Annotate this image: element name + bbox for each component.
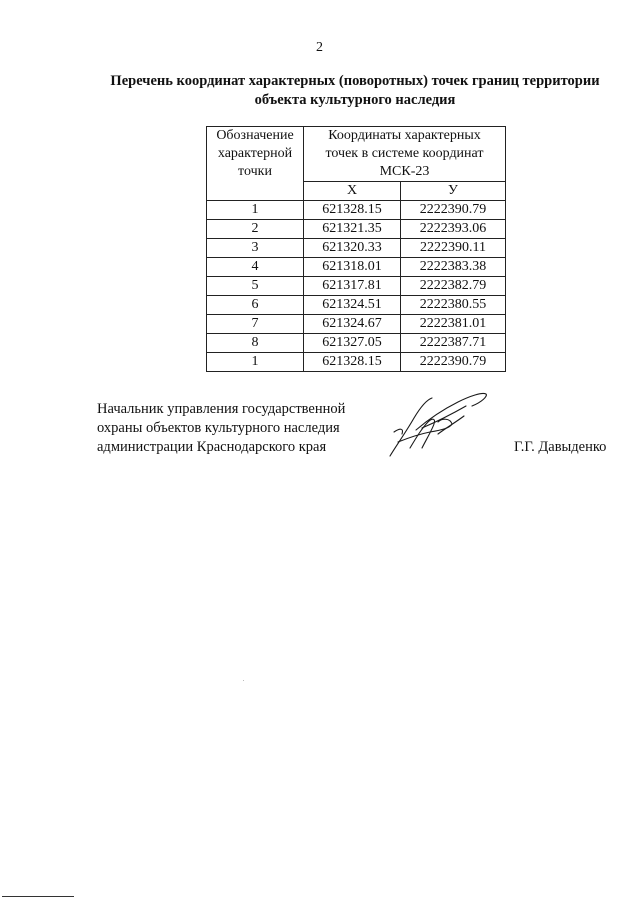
coord-y: 2222383.38 — [401, 258, 506, 277]
coord-x: 621317.81 — [304, 277, 401, 296]
coordinates-table — [206, 126, 506, 372]
point-number: 5 — [207, 277, 304, 296]
signature-stroke — [394, 429, 403, 434]
header-coords-line: Координаты характерных — [328, 128, 481, 143]
coord-y: 2222390.79 — [401, 353, 506, 372]
point-number: 2 — [207, 220, 304, 239]
document-title-line-2: объекта культурного наследия — [254, 92, 456, 108]
coord-y: 2222380.55 — [401, 296, 506, 315]
table-row — [207, 201, 506, 220]
document-title-line-1: Перечень координат характерных (поворотных) точек границ территории — [110, 73, 600, 89]
coord-x: 621328.15 — [304, 201, 401, 220]
signer-position — [97, 400, 345, 457]
header-point-line: Обозначение — [216, 128, 294, 143]
table-row — [207, 296, 506, 315]
header-point-designation — [207, 127, 304, 201]
page-number: 2 — [316, 40, 323, 55]
document-title — [90, 72, 620, 110]
table-row — [207, 315, 506, 334]
point-number: 1 — [207, 353, 304, 372]
footer-rule — [2, 896, 74, 897]
scan-speck — [243, 680, 244, 681]
signer-name: Г.Г. Давыденко — [514, 439, 607, 455]
coord-y: 2222393.06 — [401, 220, 506, 239]
coord-x: 621324.51 — [304, 296, 401, 315]
header-coordinates — [304, 127, 506, 182]
header-coords-line: точек в системе координат — [325, 146, 484, 161]
table-row — [207, 334, 506, 353]
header-point-line: точки — [238, 164, 272, 179]
coord-x: 621328.15 — [304, 353, 401, 372]
header-point-line: характерной — [217, 146, 293, 161]
coord-x: 621324.67 — [304, 315, 401, 334]
header-x: X — [304, 182, 401, 201]
table-header-row — [207, 127, 506, 182]
coord-x: 621320.33 — [304, 239, 401, 258]
signer-position-line: Начальник управления государственной — [97, 401, 346, 417]
signer-position-line: охраны объектов культурного наследия — [97, 420, 340, 436]
point-number: 7 — [207, 315, 304, 334]
point-number: 1 — [207, 201, 304, 220]
point-number: 3 — [207, 239, 304, 258]
point-number: 8 — [207, 334, 304, 353]
table-row — [207, 258, 506, 277]
header-y: У — [401, 182, 506, 201]
coord-y: 2222390.79 — [401, 201, 506, 220]
signer-position-line: администрации Краснодарского края — [97, 439, 327, 455]
point-number: 4 — [207, 258, 304, 277]
coord-y: 2222382.79 — [401, 277, 506, 296]
coord-x: 621327.05 — [304, 334, 401, 353]
table-row — [207, 239, 506, 258]
coord-x: 621321.35 — [304, 220, 401, 239]
handwritten-signature — [386, 388, 490, 458]
coord-y: 2222381.01 — [401, 315, 506, 334]
table-row — [207, 277, 506, 296]
coord-y: 2222390.11 — [401, 239, 506, 258]
coord-y: 2222387.71 — [401, 334, 506, 353]
point-number: 6 — [207, 296, 304, 315]
table-row — [207, 353, 506, 372]
header-coords-line: МСК-23 — [379, 164, 430, 179]
coord-x: 621318.01 — [304, 258, 401, 277]
table-row — [207, 220, 506, 239]
